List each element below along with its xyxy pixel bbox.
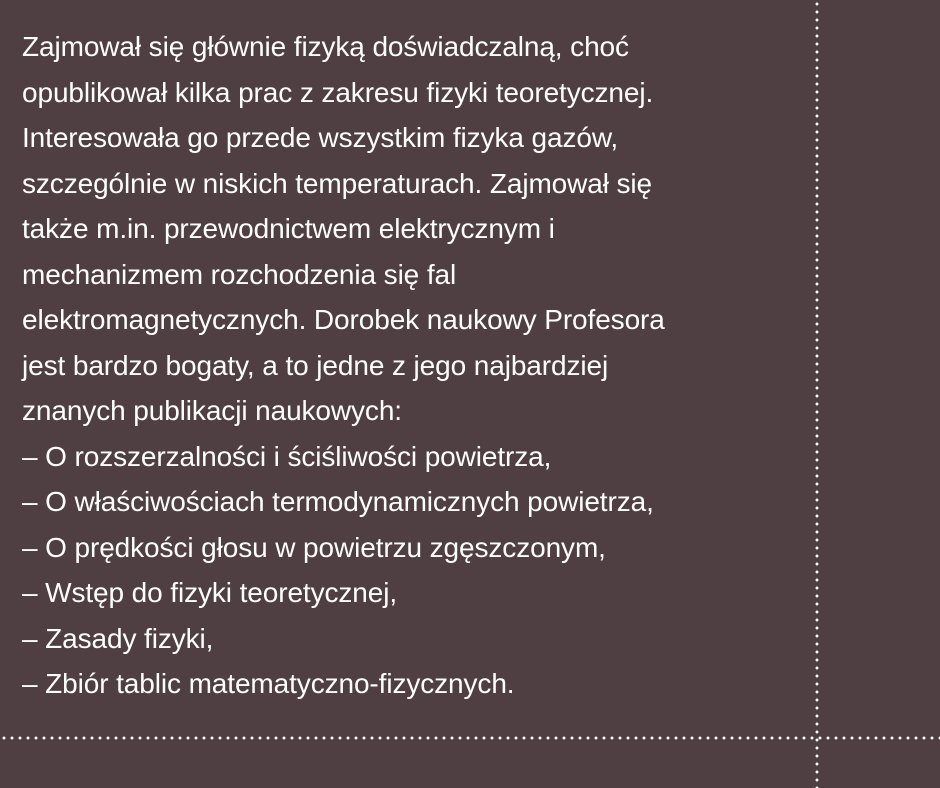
biography-text [22, 24, 812, 707]
publication-item: – Zbiór tablic matematyczno-fizycznych. [22, 668, 515, 699]
publication-item: – Wstęp do fizyki teoretycznej, [22, 577, 398, 608]
publication-item: – Zasady fizyki, [22, 622, 214, 654]
paragraph-line: jest bardzo bogaty, a to jedne z jego najbardziej [22, 349, 609, 381]
vertical-dotted-divider [815, 0, 819, 788]
paragraph-line: szczególnie w niskich temperaturach. Zajmował się [22, 167, 653, 199]
horizontal-dotted-divider [0, 736, 940, 740]
paragraph-line: znanych publikacji naukowych: [22, 395, 402, 426]
publication-item: – O właściwościach termodynamicznych powietrza, [22, 486, 654, 517]
paragraph-line: elektromagnetycznych. Dorobek naukowy Profesora [22, 304, 665, 335]
paragraph-line: mechanizmem rozchodzenia się fal [22, 258, 457, 290]
paragraph-line: opublikował kilka prac z zakresu fizyki teoretycznej. [22, 76, 654, 108]
publication-item: – O prędkości głosu w powietrzu zgęszczonym, [22, 531, 606, 563]
paragraph-line: także m.in. przewodnictwem elektrycznym i [22, 213, 555, 244]
publication-item: – O rozszerzalności i ściśliwości powietrza, [22, 440, 552, 472]
paragraph-line: Zajmował się głównie fizyką doświadczalną, choć [22, 31, 629, 62]
paragraph-line: Interesowała go przede wszystkim fizyka gazów, [22, 122, 619, 153]
